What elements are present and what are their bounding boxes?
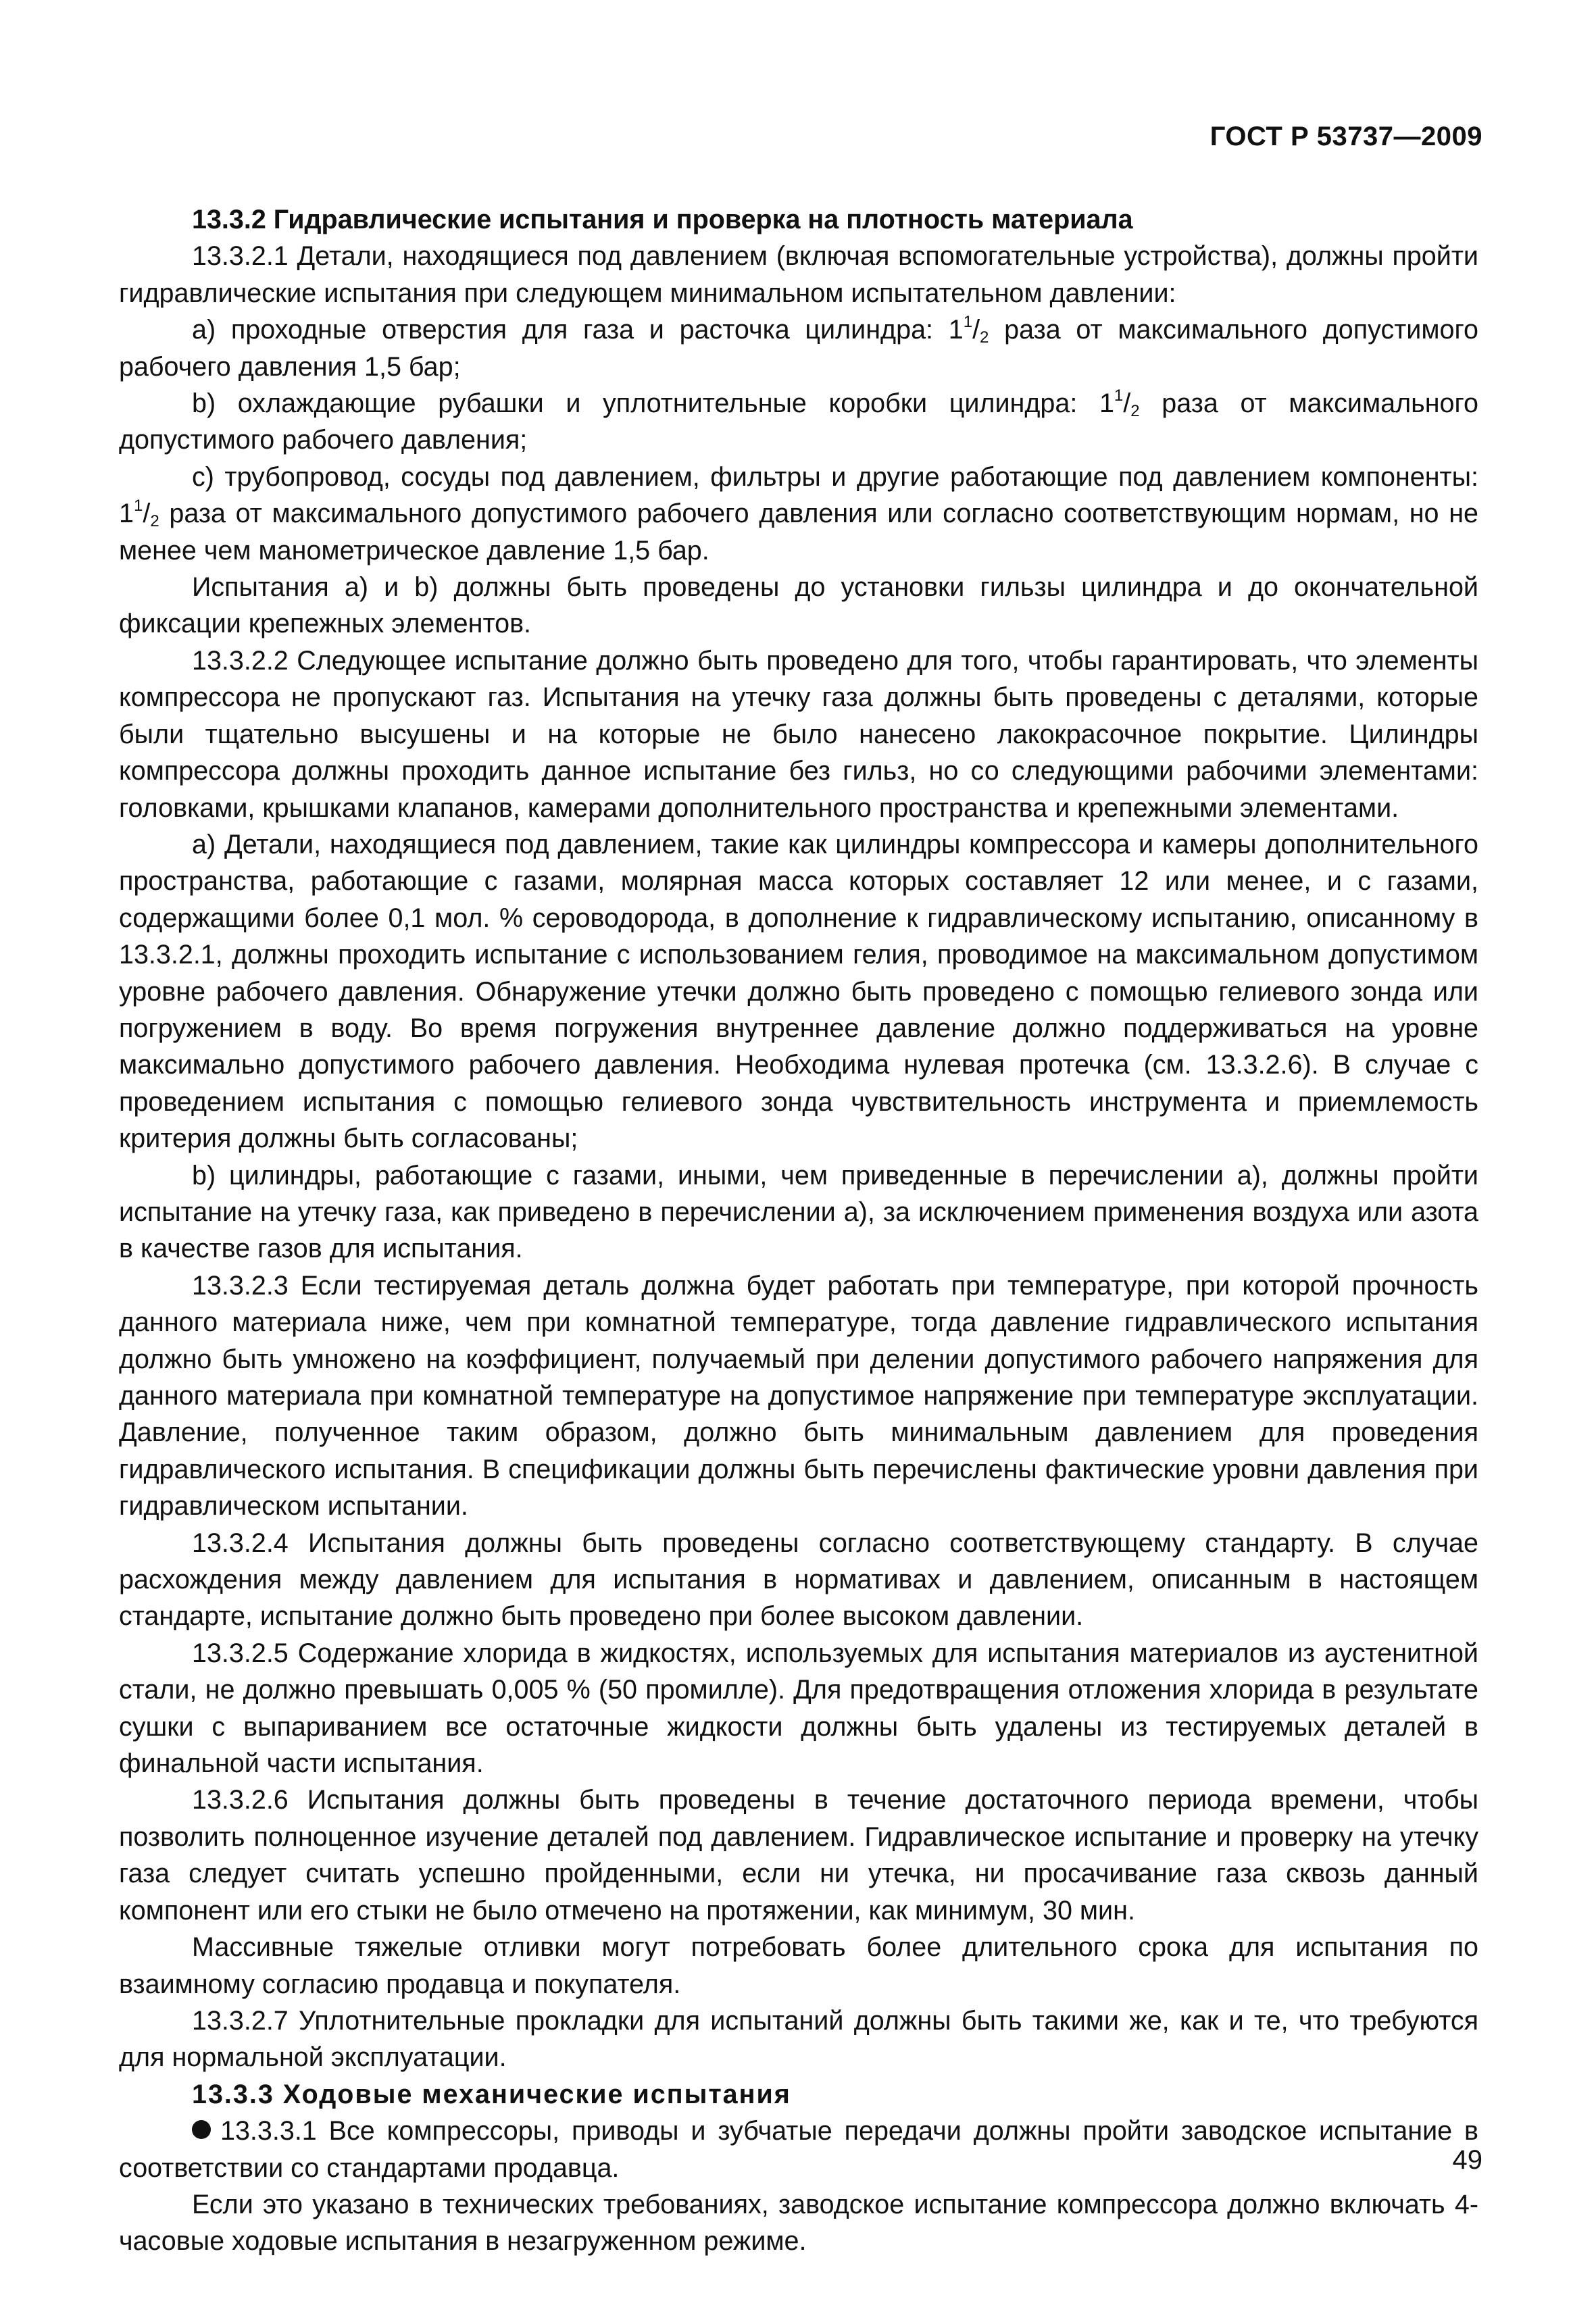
page-number: 49 — [1452, 2145, 1482, 2175]
document-body — [119, 201, 1478, 2260]
list-item-c-rest: раза от максимального допустимого рабочего давления или согласно соответствующим нормам, но не менее чем манометрическое давление 1,5 бар. — [119, 499, 1478, 565]
section-title-13-3-3: 13.3.3 Ходовые механические испытания — [192, 2079, 791, 2109]
paragraph-spec-requirements: Если это указано в технических требованиях, заводское испытание компрессора должно включать 4-часовые ходовые испытания в незагруженном режиме. — [119, 2189, 1478, 2257]
paragraph-tests-ab: Испытания а) и b) должны быть проведены до установки гильзы цилиндра и до окончательной фиксации крепежных элементов. — [119, 572, 1478, 639]
paragraph-13-3-2-3: 13.3.2.3 Если тестируемая деталь должна будет работать при температуре, при которой прочность данного материала ниже, чем при комнатной температуре, тогда давление гидравлического испытания должно быть умножено на коэффициент, получаемый при делении допустимого рабочего напряжения для данного материала при комнатной температуре на допустимое напряжение при температуре эксплуатации. Давление, полученное таким образом, должно быть минимальным давлением для проведения гидравлического испытания. В спецификации должны быть перечислены фактические уровни давления при гидравлическом испытании. — [119, 1270, 1478, 1521]
fraction-slash: / — [972, 315, 980, 345]
fraction-slash: / — [1123, 388, 1131, 419]
paragraph-13-3-3-1 — [119, 2113, 1478, 2186]
fraction-denominator: 2 — [1130, 402, 1140, 421]
paragraph-13-3-2-4: 13.3.2.4 Испытания должны быть проведены согласно соответствующему стандарту. В случае расхождения между давлением для испытания в нормативах и давлением, описанным в настоящем стандарте, испытание должно быть проведено при более высоком давлении. — [119, 1528, 1478, 1632]
paragraph-13-3-2-2-b: b) цилиндры, работающие с газами, иными, чем приведенные в перечислении а), должны пройти испытание на утечку газа, как приведено в перечислении а), за исключением применения воздуха или азота в качестве газов для испытания. — [119, 1160, 1478, 1264]
paragraph-13-3-2-2-a: а) Детали, находящиеся под давлением, такие как цилиндры компрессора и камеры дополнительного пространства, работающие с газами, молярная масса которых составляет 12 или менее, и с газами, содержащими более 0,1 мол. % сероводорода, в дополнение к гидравлическому испытанию, описанному в 13.3.2.1, должны проходить испытание с использованием гелия, проводимое на максимальном допустимом уровне рабочего давления. Обнаружение утечки должно быть проведено с помощью гелиевого зонда или погружением в воду. Во время погружения внутреннее давление должно поддерживаться на уровне максимально допустимого рабочего давления. Необходима нулевая протечка (см. 13.3.2.6). В случае с проведением испытания с помощью гелиевого зонда чувствительность инструмента и приемлемость критерия должны быть согласованы; — [119, 829, 1478, 1154]
paragraph-13-3-2-2: 13.3.2.2 Следующее испытание должно быть проведено для того, чтобы гарантировать, что элементы компрессора не пропускают газ. Испытания на утечку газа должны быть проведены с деталями, которые были тщательно высушены и на которые не было нанесено лакокрасочное покрытие. Цилиндры компрессора должны проходить данное испытание без гильз, но со следующими рабочими элементами: головками, крышками клапанов, камерами дополнительного пространства и крепежными элементами. — [119, 645, 1478, 823]
paragraph-castings: Массивные тяжелые отливки могут потребовать более длительного срока для испытания по взаимному согласию продавца и покупателя. — [119, 1932, 1478, 1999]
paragraph-13-3-2-7: 13.3.2.7 Уплотнительные прокладки для испытаний должны быть такими же, как и те, что требуются для нормальной эксплуатации. — [119, 2005, 1478, 2073]
fraction-one-half — [964, 315, 989, 345]
fraction-one-half — [1114, 386, 1140, 421]
list-item-a-text: а) проходные отверстия для газа и расточка цилиндра: 1 — [192, 315, 964, 345]
paragraph-13-3-2-5: 13.3.2.5 Содержание хлорида в жидкостях, используемых для испытания материалов из аустенитной стали, не должно превышать 0,005 % (50 промилле). Для предотвращения отложения хлорида в результате сушки с выпариванием все остаточные жидкости должны быть удалены из тестируемых деталей в финальной части испытания. — [119, 1638, 1478, 1779]
fraction-denominator: 2 — [980, 328, 989, 347]
list-item-c-text: с) трубопровод, сосуды под давлением, фильтры и другие работающие под давлением компоненты: 1 — [119, 461, 1478, 529]
list-item-c — [119, 459, 1478, 569]
list-item-a-rest: раза от максимального допустимого рабочего давления 1,5 бар; — [119, 315, 1478, 382]
change-marker-bullet-icon — [192, 2120, 211, 2139]
fraction-slash: / — [143, 499, 151, 529]
list-item-a — [119, 311, 1478, 385]
list-item-b — [119, 385, 1478, 459]
document-header: ГОСТ Р 53737—2009 — [1210, 122, 1482, 151]
paragraph-13-3-2-6: 13.3.2.6 Испытания должны быть проведены в течение достаточного периода времени, чтобы позволить полноценное изучение деталей под давлением. Гидравлическое испытание и проверку на утечку газа следует считать успешно пройденными, если ни утечка, ни просачивание газа сквозь данный компонент или его стыки не было отмечено на протяжении, как минимум, 30 мин. — [119, 1785, 1478, 1926]
fraction-numerator: 1 — [963, 313, 973, 332]
list-item-b-rest: раза от максимального допустимого рабочего давления; — [119, 388, 1479, 455]
list-item-b-text: b) охлаждающие рубашки и уплотнительные коробки цилиндра: 1 — [192, 388, 1114, 419]
paragraph-13-3-3-1-text: 13.3.3.1 Все компрессоры, приводы и зубчатые передачи должны пройти заводское испытание в соответствии со стандартами продавца. — [119, 2116, 1478, 2183]
fraction-denominator: 2 — [150, 512, 159, 531]
section-title-13-3-2: 13.3.2 Гидравлические испытания и проверка на плотность материала — [192, 205, 1133, 234]
fraction-one-half — [133, 497, 159, 531]
paragraph-13-3-2-1: 13.3.2.1 Детали, находящиеся под давлением (включая вспомогательные устройства), должны пройти гидравлические испытания при следующем минимальном испытательном давлении: — [119, 241, 1478, 308]
fraction-numerator: 1 — [133, 497, 143, 515]
fraction-numerator: 1 — [1114, 386, 1124, 405]
